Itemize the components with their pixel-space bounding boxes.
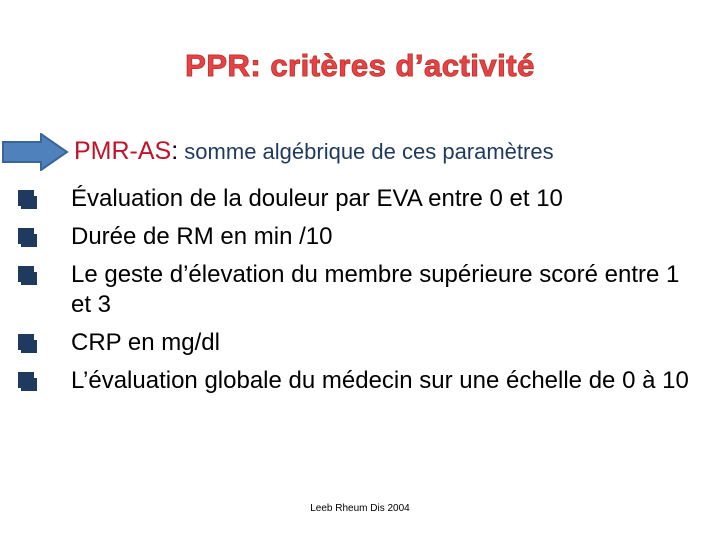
checkbox-square-icon	[16, 331, 68, 355]
list-item	[16, 184, 706, 214]
checkbox-square-icon	[16, 225, 68, 249]
subtitle	[74, 137, 554, 166]
checkbox-square-icon	[16, 187, 68, 211]
list-item-text: Durée de RM en min /10	[71, 223, 333, 250]
list-item-text: Évaluation de la douleur par EVA entre 0 et 10	[71, 185, 563, 212]
list-item	[16, 260, 706, 320]
list-item-text: L’évaluation globale du médecin sur une échelle de 0 à 10	[71, 367, 689, 394]
list-item	[16, 222, 706, 252]
checkbox-square-icon	[16, 369, 68, 393]
list-item-text: CRP en mg/dl	[71, 329, 220, 356]
subtitle-key: PMR-AS	[74, 137, 172, 165]
list-item-text: Le geste d’élevation du membre supérieure scoré entre 1 et 3	[71, 261, 680, 318]
list-item	[16, 328, 706, 358]
list-item	[16, 366, 706, 396]
bullet-list	[16, 184, 706, 404]
subtitle-description: somme algébrique de ces paramètres	[178, 139, 554, 164]
citation: Leeb Rheum Dis 2004	[310, 503, 410, 514]
subtitle-colon: :	[171, 137, 179, 165]
slide-title: PPR: critères d’activité	[185, 48, 535, 83]
checkbox-square-icon	[16, 263, 68, 287]
right-arrow-icon	[1, 133, 69, 171]
